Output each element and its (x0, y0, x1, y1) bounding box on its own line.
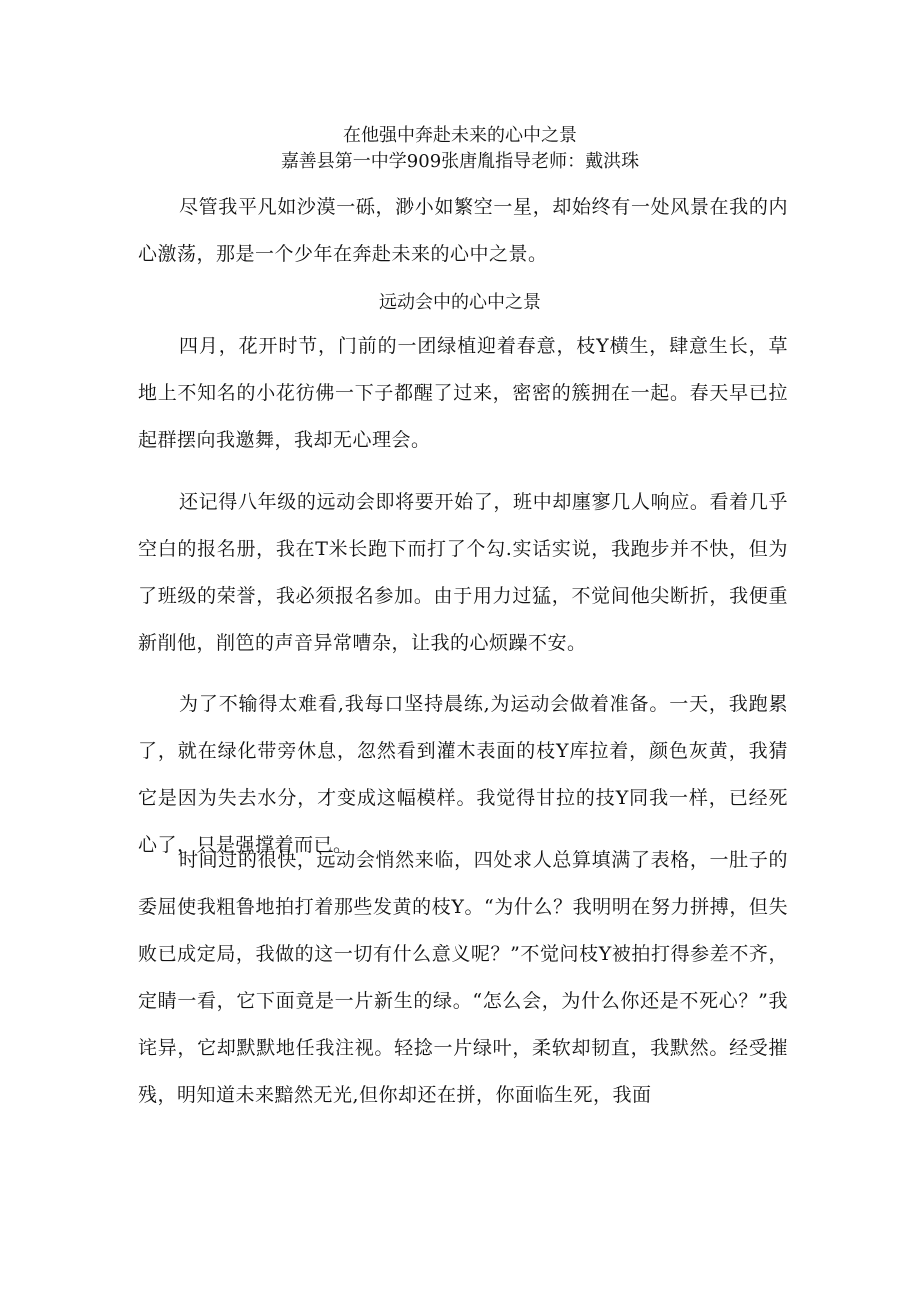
document-byline: 嘉善县第一中学909张唐胤指导老师：戴洪珠 (280, 151, 640, 172)
document-title: 在他强中奔赴未来的心中之景 (343, 125, 577, 146)
body-paragraph: 四月，花开时节，门前的一团绿植迎着春意，枝Y横生，肆意生长，草地上不知名的小花彷佛一下子都醒了过来，密密的簇拥在一起。春天早已拉起群摆向我邀舞，我却无心理会。 (138, 335, 788, 451)
body-paragraph: 还记得八年级的远动会即将要开始了，班中却廛寥几人响应。看着几乎空白的报名册，我在T米长跑下而打了个勾.实话实说，我跑步并不快，但为了班级的荣誉，我必须报名参加。由于用力过猛，不觉间他尖断折，我便重新削他，削笆的声音异常嘈杂，让我的心烦躁不安。 (138, 491, 788, 654)
section-heading: 远动会中的心中之景 (379, 292, 541, 313)
body-paragraph: 为了不输得太难看,我每口坚持晨练,为运动会做着准备。一天，我跑累了，就在绿化带旁休息，忽然看到灌木表面的枝Y库拉着，颜色灰黄，我猜它是因为失去水分，才变成这幅模样。我觉得甘拉的技Y同我一样，已经死心了，只是强撑着而已。 (138, 693, 788, 856)
body-paragraph: 时间过的很快，远动会悄然来临，四处求人总算填满了表格，一肚子的委屈使我粗鲁地拍打着那些发黄的枝Y。“为什么？我明明在努力拼搏，但失败已成定局，我做的这一切有什么意义呢？”不觉问枝Y被拍打得参差不齐，定睛一看，它下面竟是一片新生的绿。“怎么会，为什么你还是不死心？”我诧异，它却默默地任我注视。轻捻一片绿叶，柔软却韧直，我默然。经受摧残，明知道未来黯然无光,但你却还在拼，你面临生死，我面 (138, 849, 788, 1106)
intro-paragraph: 尽管我平凡如沙漠一砾，渺小如繁空一星，却始终有一处风景在我的内心激荡，那是一个少年在奔赴未来的心中之景。 (138, 196, 788, 265)
